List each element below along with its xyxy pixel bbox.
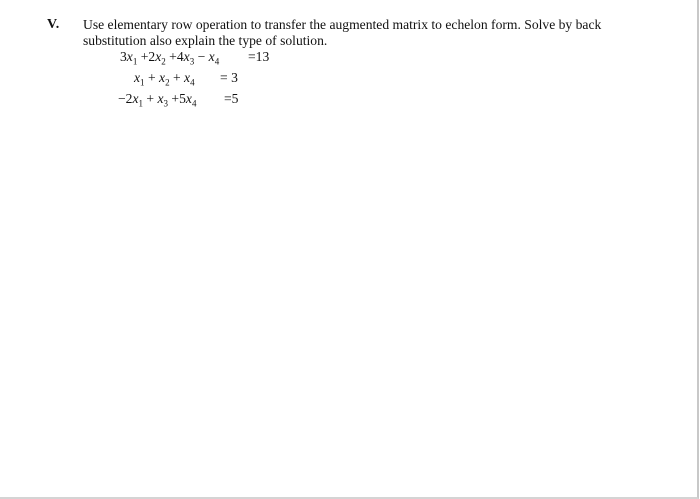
equation-2-lhs [134, 70, 195, 88]
variable-subscript: 4 [191, 98, 197, 109]
variable: x [183, 49, 190, 64]
equation-3-term: $-2x_1$ [118, 91, 144, 109]
equation-3-rhs: =5 [224, 91, 239, 106]
equation-3-term: $+5x_4$ [168, 91, 197, 109]
variable: x [185, 91, 192, 106]
equation-1-term: $+4x_3$ [165, 49, 195, 67]
variable-subscript: 4 [214, 56, 220, 67]
question-number: V. [47, 17, 60, 32]
equation-1-term: $3x_1$ [120, 49, 138, 67]
equation-3-term: + $x_3$ [143, 91, 169, 109]
variable-subscript: 3 [163, 98, 169, 109]
equation-3-lhs [118, 91, 197, 109]
equation-2 [134, 70, 238, 88]
variable-subscript: 1 [132, 56, 138, 67]
question-text: Use elementary row operation to transfer the augmented matrix to echelon form. Solve by back substitution also explain the type of solution. [83, 17, 602, 48]
variable: x [155, 49, 162, 64]
variable: x [126, 49, 133, 64]
variable-subscript: 1 [138, 98, 144, 109]
variable: x [134, 70, 141, 85]
variable: x [208, 49, 215, 64]
equation-2-term: + $x_2$ [144, 70, 170, 88]
variable-subscript: 2 [161, 56, 166, 67]
equation-2-rhs: = 3 [220, 70, 238, 85]
variable: x [184, 70, 191, 85]
equation-1-term: − $x_4$ [194, 49, 220, 67]
variable-subscript: 4 [190, 77, 195, 88]
equation-3 [118, 91, 239, 109]
variable: x [159, 70, 166, 85]
variable-subscript: 1 [140, 77, 145, 88]
variable: x [157, 91, 164, 106]
variable-subscript: 3 [189, 56, 195, 67]
equation-1 [120, 49, 270, 67]
equation-2-term: + $x_4$ [169, 70, 195, 88]
variable: x [132, 91, 139, 106]
equation-2-term [134, 70, 145, 88]
equation-1-lhs [120, 49, 220, 67]
variable-subscript: 2 [165, 77, 170, 88]
equation-1-term: $+2x_2$ [137, 49, 166, 67]
equation-1-rhs: =13 [248, 49, 270, 64]
